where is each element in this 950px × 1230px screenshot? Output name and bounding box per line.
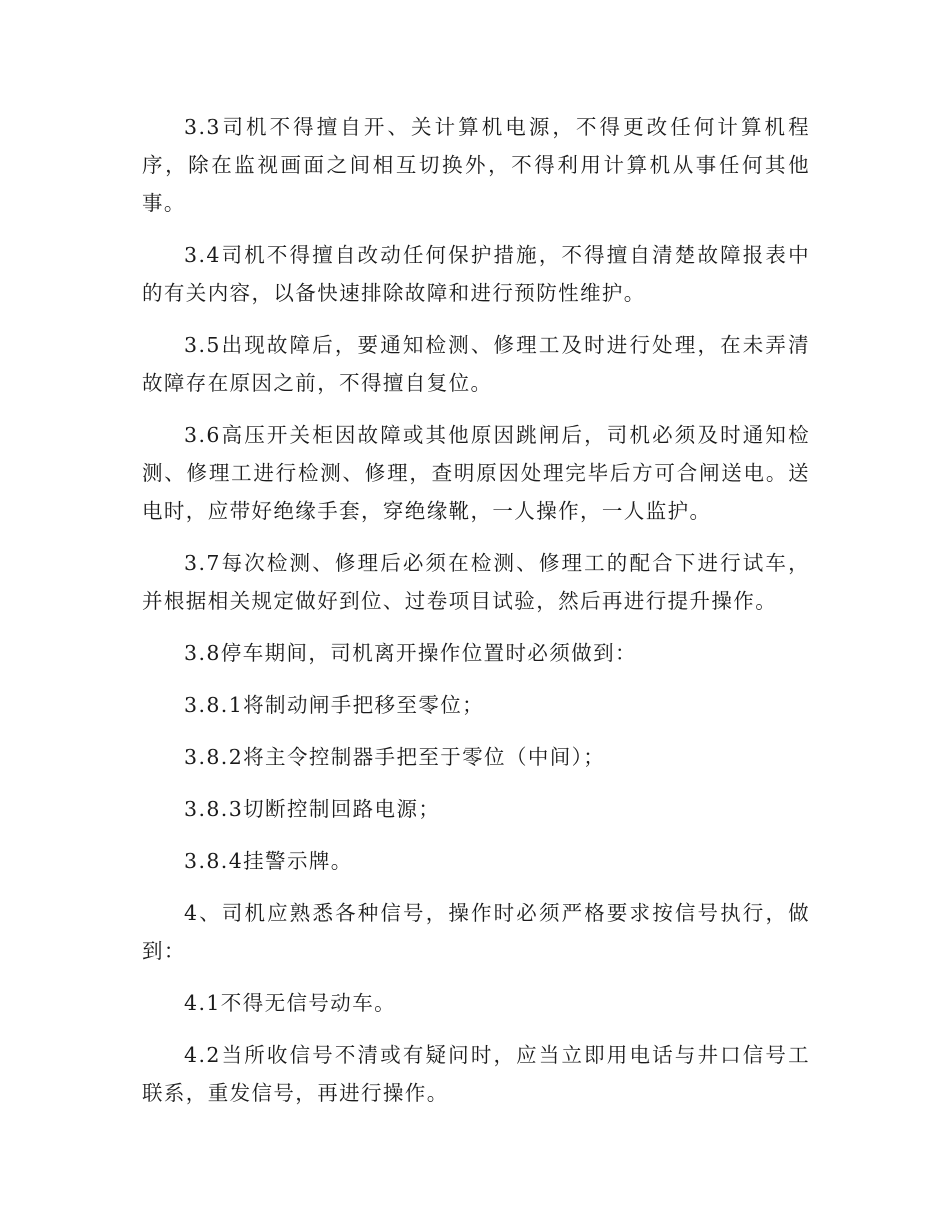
paragraph-3-3: 3.3司机不得擅自开、关计算机电源，不得更改任何计算机程序，除在监视画面之间相互切换外，不得利用计算机从事任何其他事。 xyxy=(142,115,810,215)
paragraph-4-2: 4.2当所收信号不清或有疑问时，应当立即用电话与井口信号工联系，重发信号，再进行操作。 xyxy=(142,1043,810,1105)
paragraph-3-5: 3.5出现故障后，要通知检测、修理工及时进行处理，在未弄清故障存在原因之前，不得擅自复位。 xyxy=(142,333,810,395)
paragraph-4-1: 4.1不得无信号动车。 xyxy=(184,991,397,1015)
paragraph-3-8-3: 3.8.3切断控制回路电源； xyxy=(184,797,441,821)
paragraph-3-8-2: 3.8.2将主令控制器手把至于零位（中间）； xyxy=(184,745,606,769)
paragraph-3-6: 3.6高压开关柜因故障或其他原因跳闸后，司机必须及时通知检测、修理工进行检测、修理，查明原因处理完毕后方可合闸送电。送电时，应带好绝缘手套，穿绝缘靴，一人操作，一人监护。 xyxy=(142,423,810,523)
paragraph-3-7: 3.7每次检测、修理后必须在检测、修理工的配合下进行试车，并根据相关规定做好到位、过卷项目试验，然后再进行提升操作。 xyxy=(142,551,810,613)
document-page xyxy=(142,108,810,1126)
paragraph-3-8-4: 3.8.4挂警示牌。 xyxy=(184,849,353,873)
paragraph-4: 4、司机应熟悉各种信号，操作时必须严格要求按信号执行，做到： xyxy=(142,901,810,963)
paragraph-3-4: 3.4司机不得擅自改动任何保护措施，不得擅自清楚故障报表中的有关内容，以备快速排除故障和进行预防性维护。 xyxy=(142,243,810,305)
paragraph-3-8-1: 3.8.1将制动闸手把移至零位； xyxy=(184,693,485,717)
paragraph-3-8: 3.8停车期间，司机离开操作位置时必须做到： xyxy=(184,641,637,665)
